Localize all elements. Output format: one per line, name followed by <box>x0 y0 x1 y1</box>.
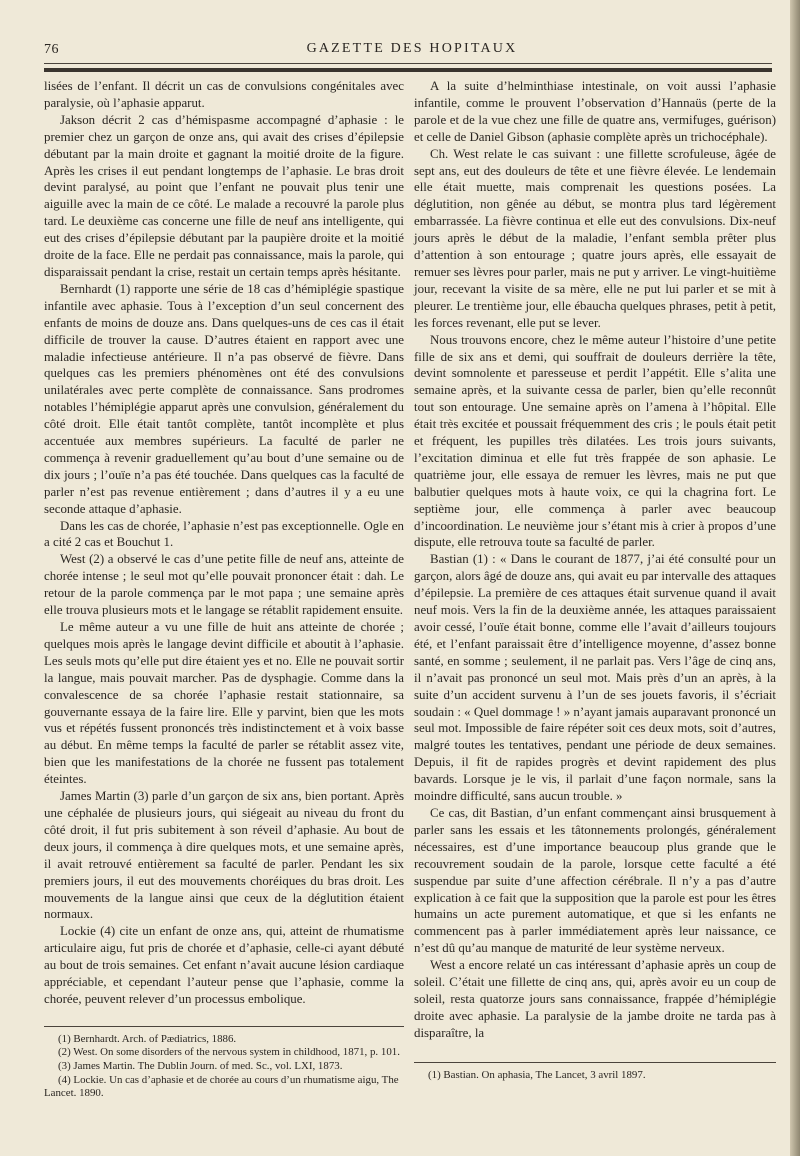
paragraph: Le même auteur a vu une fille de huit ans atteinte de chorée ; quelques mois après le langage devint difficile et aboutit à l’aphasie. Les seuls mots qu’elle put dire étaient yes et no. Elle ne pouvait sortir la langue, mais pouvait marcher. Pas de dysphagie. Comme dans la convalescence de sa chorée l’aphasie restait stationnaire, sa gouvernante essaya de la faire lire. Elle y parvint, bien que les mots vus et répétés fussent prononcés très indistinctement et à voix basse au début. En même temps la faculté de parler se rétablit assez vite, bien que les manifestations de la chorée ne fussent pas totalement éteintes. <box>44 620 404 787</box>
footnote: (3) James Martin. The Dublin Journ. of med. Sc., vol. LXI, 1873. <box>58 1060 343 1073</box>
header-rule-thin <box>44 63 772 64</box>
page-edge-shadow <box>790 0 800 1156</box>
footnote: (1) Bernhardt. Arch. of Pædiatrics, 1886. <box>58 1032 237 1045</box>
paragraph: Jakson décrit 2 cas d’hémispasme accompagné d’aphasie : le premier chez un garçon de onze ans, qui avait des crises d’épilepsie débutant par la main droite et gagnant la moitié droite de la figure. Après les crises il eut pendant longtemps de l’aphasie. Le bras droit devint paralysé, au point que l’enfant ne pouvait plus tenir une aiguille avec la main de ce côté. Le malade a recouvré la parole plus tard. Le deuxième cas concerne une fille de neuf ans intelligente, qui eut des crises d’épilepsie débutant par la paupière droite et la moitié droite de la face. Elle ne perdait pas connaissance, mais la parole, qui disparaissait pendant la crise, restait un certain temps après hésitante. <box>44 112 404 279</box>
paragraph: Ce cas, dit Bastian, d’un enfant commençant ainsi brusquement à parler sans les essais et les tâtonnements prolongés, généralement nécessaires, est d’une importance beaucoup plus grande que le recouvrement soudain de la parole, lorsque cette faculté a été suspendue par suite d’une affection cérébrale. Il n’y a pas d’autre explication à ce fait que la supposition que la parole est pour les êtres humains un acte purement automatique, et que si les enfants ne commencent pas à parler immédiatement après leur naissance, ce n’est dû qu’au manque de maturité de leur système nerveux. <box>414 805 776 956</box>
paragraph: Ch. West relate le cas suivant : une fillette scrofuleuse, âgée de sept ans, eut des douleurs de tête et une fièvre élevée. Le lendemain elle était muette, mais comprenait les questions posées. La déglutition, non gênée au début, se montra plus tard légèrement embarrassée. La fièvre continua et elle eut des convulsions. Dix-neuf jours après le début de la maladie, l’enfant sembla prêter plus d’attention à son entourage ; quatre jours après, elle essayait de remuer ses lèvres pour parler, mais ne put y arriver. Le vingt-huitième jour, recevant la visite de sa mère, elle ne put lui parler et se mit à pleurer. Le trentième jour, elle ébaucha quelques phrases, petit à petit, les forces revenant, elle put se lever. <box>414 146 776 330</box>
paragraph: Lockie (4) cite un enfant de onze ans, qui, atteint de rhumatisme articulaire aigu, fut pris de chorée et d’aphasie, celle-ci ayant débuté au bout de trois semaines. Cet enfant n’avait aucune lésion cardiaque appréciable, et cependant l’auteur pense que l’aphasie, comme la chorée, peuvent relever d’un processus embolique. <box>44 924 404 1006</box>
right-column <box>414 78 776 1082</box>
paragraph: Bernhardt (1) rapporte une série de 18 cas d’hémiplégie spastique infantile avec aphasie. Tous à l’exception d’un seul concernent des enfants de moins de douze ans. Dans quelques-uns de ces cas il était difficile de trouver la cause. D’autres étaient en rapport avec une maladie infectieuse antérieure. Il n’a pas observé de fièvre. Dans quelques cas les premiers phénomènes ont été des convulsions unilatérales avec perte complète de connaissance. Sans prodromes notables l’hémiplégie apparut après une convulsion, généralement du côté droit. Elle était tantôt complète, tantôt incomplète et plus accentuée aux membres supérieurs. La faculté de parler ne commença à revenir graduellement qu’au bout d’une semaine ou de dix jours ; l’ouïe n’a pas été touchée. Dans quelques cas la faculté de parler n’est pas revenue entièrement ; dans d’autres il y a eu une seconde attaque d’aphasie. <box>44 281 404 516</box>
paragraph: A la suite d’helminthiase intestinale, on voit aussi l’aphasie infantile, comme le prouvent l’observation d’Hannaüs (perte de la parole et de la vue chez une fille de quatre ans, vermifuges, guérison) et celle de Daniel Gibson (aphasie complète après un trichocéphale). <box>414 79 776 144</box>
page-header <box>36 40 788 60</box>
page-number: 76 <box>44 42 59 57</box>
paragraph: lisées de l’enfant. Il décrit un cas de convulsions congénitales avec paralysie, où l’aphasie apparut. <box>44 79 404 110</box>
footnote: (4) Lockie. Un cas d’aphasie et de chorée au cours d’un rhumatisme aigu, The Lancet. 1890. <box>44 1073 399 1100</box>
footnote-rule <box>414 1062 776 1063</box>
paragraph: Dans les cas de chorée, l’aphasie n’est pas exceptionnelle. Ogle en a cité 2 cas et Bouchut 1. <box>44 518 404 550</box>
paragraph: West a encore relaté un cas intéressant d’aphasie après un coup de soleil. C’était une fillette de cinq ans, qui, après avoir eu un coup de soleil, resta quatorze jours sans connaissance, frappée d’hémiplégie droite avec aphasie. La paralysie de la jambe droite ne tarda pas à disparaître, la <box>414 958 776 1040</box>
footnote-rule <box>44 1026 404 1027</box>
header-rule-thick <box>44 68 772 72</box>
running-title: GAZETTE DES HOPITAUX <box>306 41 518 56</box>
paragraph: James Martin (3) parle d’un garçon de six ans, bien portant. Après une céphalée de plusieurs jours, qui siégeait au niveau du front du côté droit, il fut pris subitement à son réveil d’aphasie. Au bout de deux jours, il commença à dire quelques mots, et une semaine après, il avait retrouvé entièrement sa faculté de parler. Pendant les six premiers jours, il eut des mouvements choréiques du bras droit. Les mouvements de la langue ainsi que ceux de la déglutition étaient normaux. <box>44 789 404 922</box>
paragraph: West (2) a observé le cas d’une petite fille de neuf ans, atteinte de chorée intense ; le seul mot qu’elle pouvait prononcer était : dah. Le retour de la parole commença par le mot papa ; une semaine après elle trouva plusieurs mots et le langage se rétablit rapidement ensuite. <box>44 552 404 618</box>
paragraph: Bastian (1) : « Dans le courant de 1877, j’ai été consulté pour un garçon, alors âgé de douze ans, qui avait eu par intervalle des attaques d’épilepsie. La première de ces attaques était survenue quand il avait neuf mois. Vers la fin de la deuxième année, les attaques paraissaient avoir cessé, l’ouïe était bonne, comme elle l’avait d’ailleurs toujours été, et l’enfant paraissait être d’intelligence moyenne, d’assez bonne santé, en somme ; seulement, il ne parlait pas. Vers l’âge de cinq ans, il n’avait pas prononcé un seul mot. Mais près d’un an après, à la suite d’un accident survenu à l’un de ses jouets favoris, il s’écriait soudain : « Quel dommage ! » n’ayant jamais auparavant prononcé un seul mot. Impossible de faire répéter soit ces deux mots, soit d’autres, malgré toutes les tentatives, pendant une période de deux semaines. Depuis, il fit de rapides progrès et devint rapidement des plus bavards. Lorsque je le vis, il parlait d’une façon normale, sans la moindre difficulté, sans aucun trouble. » <box>414 552 776 804</box>
paragraph: Nous trouvons encore, chez le même auteur l’histoire d’une petite fille de six ans et demi, qui souffrait de douleurs derrière la tête, devint somnolente et paresseuse et perdit l’appétit. Elle s’alita une semaine après, et la suivante cessa de parler, bien qu’elle reconnût tout son entourage. Une semaine après on l’amena à l’hôpital. Elle était très excitée et poussait fréquemment des cris ; le pouls était petit et fréquent, les pupilles très dilatées. Les trois jours suivants, l’excitation diminua et elle fut très frappée de son aphasie. Le quatrième jour, elle essaya de remuer les lèvres, mais ne put que balbutier quelques mots à haute voix, ce qui la chagrina fort. Le septième jour, elle commença à parler avec beaucoup d’incoordination. Le neuvième jour s’étant mis à crier à propos d’une dispute, elle retrouva toute sa faculté de parler. <box>414 332 776 550</box>
footnote: (2) West. On some disorders of the nervous system in childhood, 1871, p. 101. <box>58 1046 400 1059</box>
left-column <box>44 78 404 1101</box>
footnote: (1) Bastian. On aphasia, The Lancet, 3 avril 1897. <box>428 1068 646 1081</box>
